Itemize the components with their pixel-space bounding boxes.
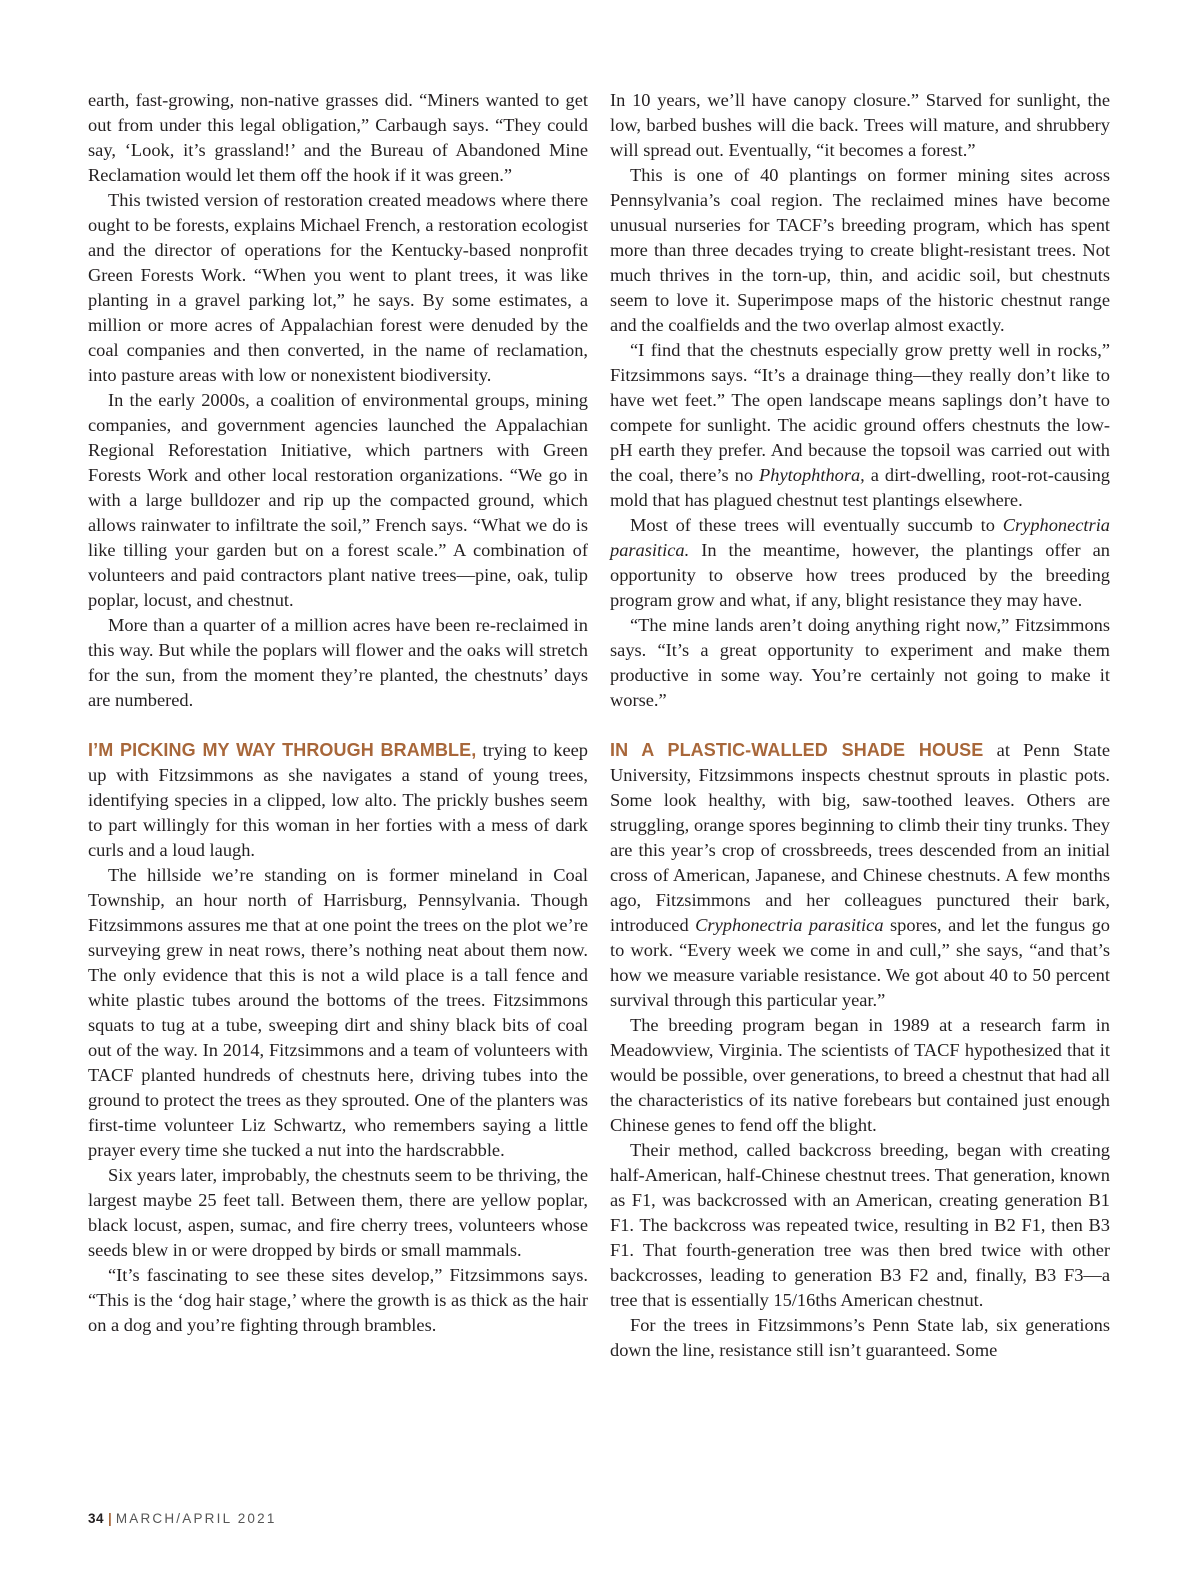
paragraph-text: at Penn State University, Fitzsimmons inspects chestnut sprouts in plastic pots. Some look healthy, with big, saw-toothed leaves. Others are struggling, orange spores beginning to climb their tiny trunks. They are this year’s crop of crossbreeds, trees descended from an initial cross of American, Japanese, and Chinese chestnuts. A few months ago, Fitzsimmons and her colleagues punctured their bark, introduced: [610, 740, 1110, 935]
section-lead-in: IN A PLASTIC-WALLED SHADE HOUSE: [610, 740, 984, 760]
right-column: [610, 88, 1110, 1363]
paragraph: “It’s fascinating to see these sites develop,” Fitzsimmons says. “This is the ‘dog hair stage,’ where the growth is as thick as the hair on a dog and you’re fighting through brambles.: [88, 1265, 588, 1335]
paragraph: In 10 years, we’ll have canopy closure.” Starved for sunlight, the low, barbed bushes will die back. Trees will mature, and shrubbery will spread out. Eventually, “it becomes a forest.”: [610, 90, 1110, 160]
page-number: 34: [88, 1511, 105, 1526]
section-start-paragraph: [610, 738, 1110, 1013]
species-name: Phytophthora,: [759, 465, 865, 485]
paragraph: Their method, called backcross breeding, began with creating half-American, half-Chinese chestnut trees. That generation, known as F1, was backcrossed with an American, creating generation B1 F1. The backcross was repeated twice, resulting in B2 F1, then B3 F1. That fourth-generation tree was then bred twice with other backcrosses, leading to generation B3 F2 and, finally, B3 F3—a tree that is essentially 15/16ths American chestnut.: [610, 1140, 1110, 1310]
paragraph: For the trees in Fitzsimmons’s Penn State lab, six generations down the line, resistance still isn’t guaranteed. Some: [610, 1315, 1110, 1360]
issue-date: MARCH/APRIL 2021: [115, 1511, 277, 1526]
paragraph: The hillside we’re standing on is former mineland in Coal Township, an hour north of Harrisburg, Pennsylvania. Though Fitzsimmons assures me that at one point the trees on the plot we’re surveying grew in neat rows, there’s nothing neat about them now. The only evidence that this is not a wild place is a tall fence and white plastic tubes around the bottoms of the trees. Fitzsimmons squats to tug at a tube, sweeping dirt and shiny black bits of coal out of the way. In 2014, Fitzsimmons and a team of volunteers with TACF planted hundreds of chestnuts here, driving tubes into the ground to protect the trees as they sprouted. One of the planters was first-time volunteer Liz Schwartz, who remembers saying a little prayer every time she tucked a nut into the hardscrabble.: [88, 865, 588, 1160]
paragraph: earth, fast-growing, non-native grasses did. “Miners wanted to get out from under this legal obligation,” Carbaugh says. “They could say, ‘Look, it’s grassland!’ and the Bureau of Abandoned Mine Reclamation would let them off the hook if it was green.”: [88, 90, 588, 185]
footer-separator: |: [108, 1511, 112, 1526]
paragraph: This is one of 40 plantings on former mining sites across Pennsylvania’s coal region. The reclaimed mines have become unusual nurseries for TACF’s breeding program, which has spent more than three decades trying to create blight-resistant trees. Not much thrives in the torn-up, thin, and acidic soil, but chestnuts seem to love it. Superimpose maps of the historic chestnut range and the coalfields and the two overlap almost exactly.: [610, 165, 1110, 335]
page-footer: [88, 1511, 277, 1526]
paragraph-text: trying to keep up with Fitzsimmons as she navigates a stand of young trees, identifying species in a clipped, low alto. The prickly bushes seem to part willingly for this woman in her forties with a mess of dark curls and a loud laugh.: [88, 740, 588, 860]
section-lead-in: I’M PICKING MY WAY THROUGH BRAMBLE,: [88, 740, 477, 760]
paragraph: “The mine lands aren’t doing anything right now,” Fitzsimmons says. “It’s a great opportunity to experiment and make them productive in some way. You’re certainly not going to make it worse.”: [610, 615, 1110, 710]
paragraph: The breeding program began in 1989 at a research farm in Meadowview, Virginia. The scientists of TACF hypothesized that it would be possible, over generations, to breed a chestnut that had all the characteristics of its native forebears but contained just enough Chinese genes to fend off the blight.: [610, 1015, 1110, 1135]
paragraph-text: Most of these trees will eventually succumb to: [630, 515, 1003, 535]
paragraph: In the early 2000s, a coalition of environmental groups, mining companies, and government agencies launched the Appalachian Regional Reforestation Initiative, which partners with Green Forests Work and other local restoration organizations. “We go in with a large bulldozer and rip up the compacted ground, which allows rainwater to infiltrate the soil,” French says. “What we do is like tilling your garden but on a forest scale.” A combination of volunteers and paid contractors plant native trees—pine, oak, tulip poplar, locust, and chestnut.: [88, 390, 588, 610]
paragraph: [610, 338, 1110, 513]
species-name: Cryphonectria parasitica: [695, 915, 884, 935]
left-column: [88, 88, 588, 1338]
species-name: Cryphonectria parasitica.: [610, 515, 1110, 560]
section-start-paragraph: [88, 738, 588, 863]
paragraph: Six years later, improbably, the chestnuts seem to be thriving, the largest maybe 25 feet tall. Between them, there are yellow poplar, black locust, aspen, sumac, and fire cherry trees, volunteers whose seeds blew in or were dropped by birds or small mammals.: [88, 1165, 588, 1260]
paragraph-text: In the meantime, however, the plantings offer an opportunity to observe how trees produced by the breeding program grow and what, if any, blight resistance they may have.: [610, 540, 1110, 610]
paragraph: [610, 513, 1110, 613]
paragraph-text: “I find that the chestnuts especially grow pretty well in rocks,” Fitzsimmons says. “It’s a drainage thing—they really don’t like to have wet feet.” The open landscape means saplings don’t have to compete for sunlight. The acidic ground offers chestnuts the low-pH earth they prefer. And because the topsoil was carried out with the coal, there’s no: [610, 340, 1110, 485]
paragraph-text: a dirt-dwelling, root-rot-causing mold that has plagued chestnut test plantings elsewhere.: [610, 465, 1111, 510]
paragraph-text: spores, and let the fungus go to work. “Every week we come in and cull,” she says, “and that’s how we measure variable resistance. We got about 40 to 50 percent survival through this particular year.”: [610, 915, 1110, 1010]
paragraph: This twisted version of restoration created meadows where there ought to be forests, explains Michael French, a restoration ecologist and the director of operations for the Kentucky-based nonprofit Green Forests Work. “When you went to plant trees, it was like planting in a gravel parking lot,” he says. By some estimates, a million or more acres of Appalachian forest were denuded by the coal companies and then converted, in the name of reclamation, into pasture areas with low or nonexistent biodiversity.: [88, 190, 588, 385]
paragraph: More than a quarter of a million acres have been re-reclaimed in this way. But while the poplars will flower and the oaks will stretch for the sun, from the moment they’re planted, the chestnuts’ days are numbered.: [88, 615, 588, 710]
